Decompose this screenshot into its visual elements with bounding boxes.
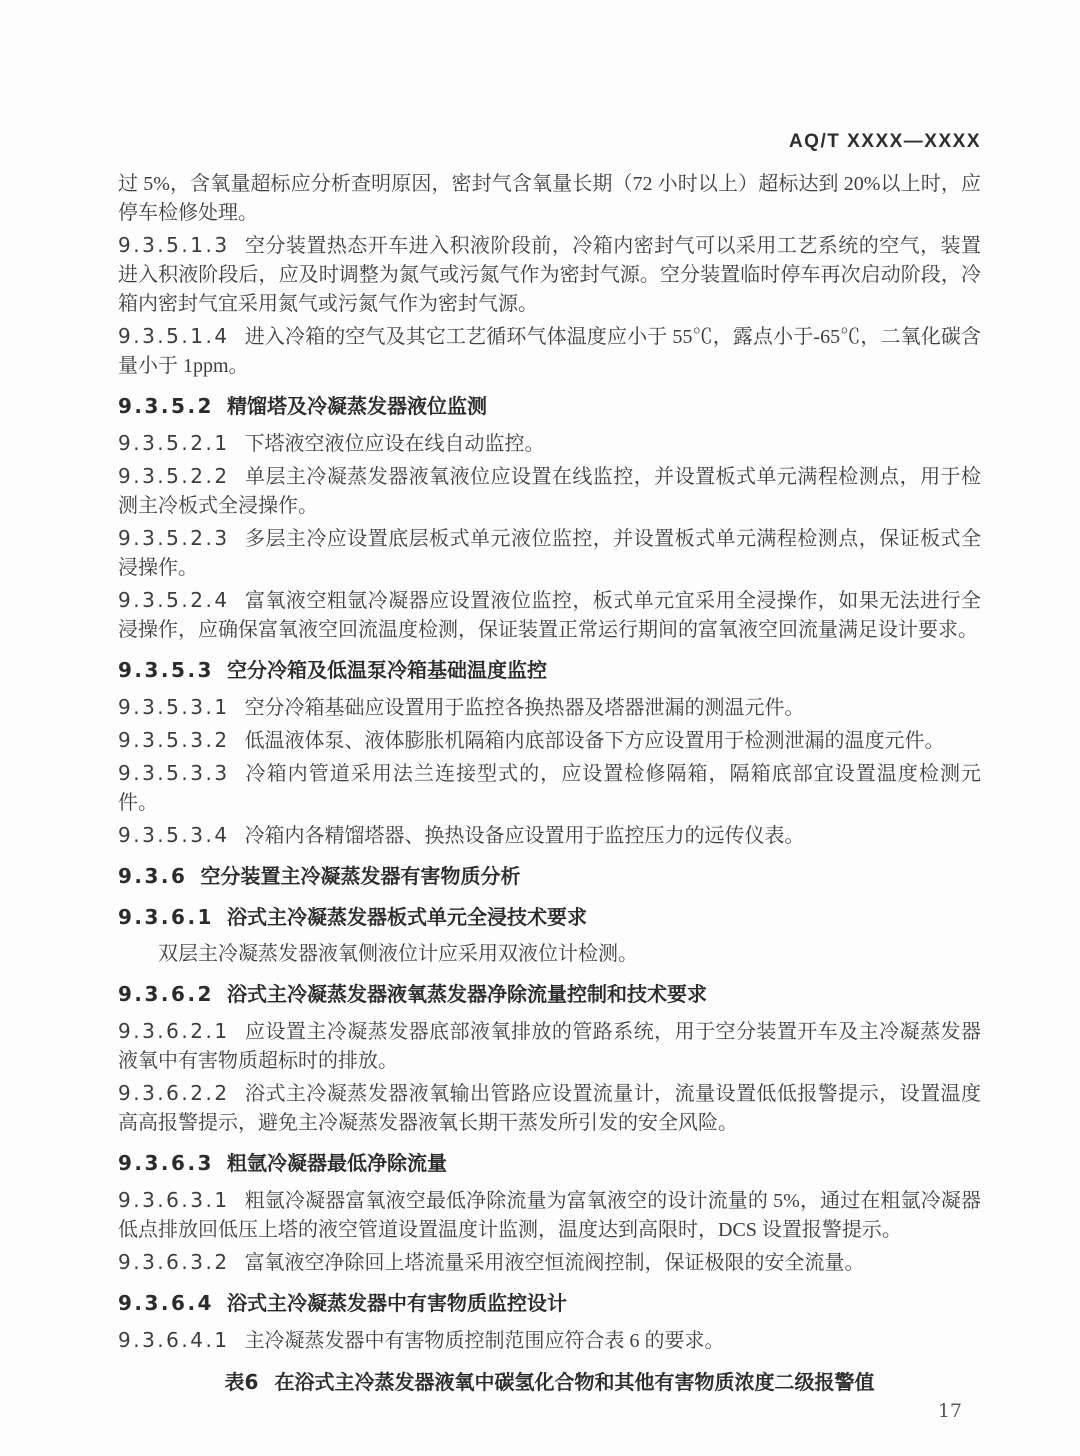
clause-9-3-5-2-3 <box>118 524 981 583</box>
table-6-caption <box>118 1368 981 1398</box>
table-caption-number: 表6 <box>224 1370 259 1394</box>
heading-number: 9.3.5.2 <box>118 394 214 418</box>
clause-text: 富氧液空粗氩冷凝器应设置液位监控，板式单元宜采用全浸操作，如果无法进行全浸操作，应确保富氧液空回流温度检测，保证装置正常运行期间的富氧液空回流量满足设计要求。 <box>118 590 981 641</box>
heading-9-3-6 <box>118 862 981 892</box>
clause-number: 9.3.5.2.3 <box>118 526 230 550</box>
clause-text: 下塔液空液位应设在线自动监控。 <box>244 433 545 455</box>
paragraph-continuation: 过 5%，含氧量超标应分析查明原因，密封气含氧量长期（72 小时以上）超标达到 20%以上时，应停车检修处理。 <box>118 173 981 224</box>
heading-number: 9.3.6.1 <box>118 905 214 929</box>
clause-text: 多层主冷应设置底层板式单元液位监控，并设置板式单元满程检测点，保证板式全浸操作。 <box>118 528 981 579</box>
heading-9-3-6-4 <box>118 1289 981 1319</box>
heading-number: 9.3.6.2 <box>118 982 214 1006</box>
clause-9-3-5-2-1 <box>118 429 981 459</box>
clause-number: 9.3.5.3.1 <box>118 695 230 719</box>
running-header: AQ/T XXXX—XXXX <box>788 131 981 152</box>
heading-text: 粗氩冷凝器最低净除流量 <box>226 1153 447 1175</box>
heading-number: 9.3.6.3 <box>118 1151 214 1175</box>
clause-number: 9.3.5.2.2 <box>118 464 230 488</box>
clause-number: 9.3.5.3.2 <box>118 728 230 752</box>
clause-number: 9.3.5.1.4 <box>118 324 230 348</box>
heading-text: 浴式主冷凝蒸发器液氧蒸发器净除流量控制和技术要求 <box>226 984 707 1006</box>
clause-9-3-5-3-3 <box>118 759 981 818</box>
paragraph-body: 双层主冷凝蒸发器液氧侧液位计应采用双液位计检测。 <box>158 943 638 965</box>
clause-text: 应设置主冷凝蒸发器底部液氧排放的管路系统，用于空分装置开车及主冷凝蒸发器液氧中有害物质超标时的排放。 <box>118 1021 981 1072</box>
clause-number: 9.3.5.1.3 <box>118 233 230 257</box>
clause-9-3-6-2-2 <box>118 1079 981 1138</box>
clause-number: 9.3.5.2.1 <box>118 431 230 455</box>
table-caption-text: 在浴式主冷蒸发器液氧中碳氢化合物和其他有害物质浓度二级报警值 <box>274 1372 875 1394</box>
heading-9-3-5-3 <box>118 656 981 686</box>
heading-9-3-6-1 <box>118 903 981 933</box>
clause-text: 富氧液空净除回上塔流量采用液空恒流阀控制，保证极限的安全流量。 <box>244 1252 865 1274</box>
heading-text: 空分装置主冷凝蒸发器有害物质分析 <box>200 866 521 888</box>
clause-9-3-5-3-1 <box>118 693 981 723</box>
clause-text: 粗氩冷凝器富氧液空最低净除流量为富氧液空的设计流量的 5%，通过在粗氩冷凝器低点排放回低压上塔的液空管道设置温度计监测，温度达到高限时，DCS 设置报警提示。 <box>118 1190 981 1241</box>
clause-text: 浴式主冷凝蒸发器液氧输出管路应设置流量计，流量设置低低报警提示，设置温度高高报警提示，避免主冷凝蒸发器液氧长期干蒸发所引发的安全风险。 <box>118 1083 981 1134</box>
clause-number: 9.3.6.2.1 <box>118 1019 230 1043</box>
page-number: 17 <box>937 1400 962 1422</box>
clause-text: 进入冷箱的空气及其它工艺循环气体温度应小于 55℃，露点小于-65℃，二氧化碳含量小于 1ppm。 <box>118 326 981 377</box>
clause-9-3-6-3-2 <box>118 1248 981 1278</box>
clause-text: 冷箱内管道采用法兰连接型式的，应设置检修隔箱，隔箱底部宜设置温度检测元件。 <box>118 763 981 814</box>
clause-9-3-5-3-2 <box>118 726 981 756</box>
document-body <box>118 170 981 1398</box>
clause-text: 冷箱内各精馏塔器、换热设备应设置用于监控压力的远传仪表。 <box>244 825 805 847</box>
clause-number: 9.3.6.3.1 <box>118 1188 230 1212</box>
clause-9-3-5-1-3 <box>118 231 981 319</box>
heading-text: 精馏塔及冷凝蒸发器液位监测 <box>226 396 487 418</box>
heading-text: 浴式主冷凝蒸发器中有害物质监控设计 <box>226 1293 567 1315</box>
clause-9-3-5-3-4 <box>118 821 981 851</box>
clause-text: 空分装置热态开车进入积液阶段前，冷箱内密封气可以采用工艺系统的空气，装置进入积液阶段后，应及时调整为氮气或污氮气作为密封气源。空分装置临时停车再次启动阶段，冷箱内密封气宜采用氮气或污氮气作为密封气源。 <box>118 235 981 315</box>
clause-number: 9.3.5.3.3 <box>118 761 230 785</box>
clause-9-3-6-2-1 <box>118 1017 981 1076</box>
clause-9-3-6-4-1 <box>118 1326 981 1356</box>
heading-number: 9.3.5.3 <box>118 658 214 682</box>
heading-text: 浴式主冷凝蒸发器板式单元全浸技术要求 <box>226 907 587 929</box>
clause-text: 单层主冷凝蒸发器液氧液位应设置在线监控，并设置板式单元满程检测点，用于检测主冷板式全浸操作。 <box>118 466 981 517</box>
heading-9-3-6-3 <box>118 1149 981 1179</box>
heading-number: 9.3.6 <box>118 864 188 888</box>
clause-9-3-5-2-2 <box>118 462 981 521</box>
heading-text: 空分冷箱及低温泵冷箱基础温度监控 <box>226 660 547 682</box>
clause-9-3-6-3-1 <box>118 1186 981 1245</box>
clause-number: 9.3.6.4.1 <box>118 1328 230 1352</box>
clause-text: 主冷凝蒸发器中有害物质控制范围应符合表 6 的要求。 <box>244 1330 725 1352</box>
clause-9-3-5-1-4 <box>118 322 981 381</box>
clause-9-3-5-2-4 <box>118 586 981 645</box>
clause-text: 空分冷箱基础应设置用于监控各换热器及塔器泄漏的测温元件。 <box>244 697 805 719</box>
clause-number: 9.3.6.2.2 <box>118 1081 230 1105</box>
clause-number: 9.3.5.3.4 <box>118 823 230 847</box>
heading-9-3-6-2 <box>118 980 981 1010</box>
clause-number: 9.3.5.2.4 <box>118 588 230 612</box>
heading-number: 9.3.6.4 <box>118 1291 214 1315</box>
clause-text: 低温液体泵、液体膨胀机隔箱内底部设备下方应设置用于检测泄漏的温度元件。 <box>244 730 945 752</box>
heading-9-3-5-2 <box>118 392 981 422</box>
clause-number: 9.3.6.3.2 <box>118 1250 230 1274</box>
